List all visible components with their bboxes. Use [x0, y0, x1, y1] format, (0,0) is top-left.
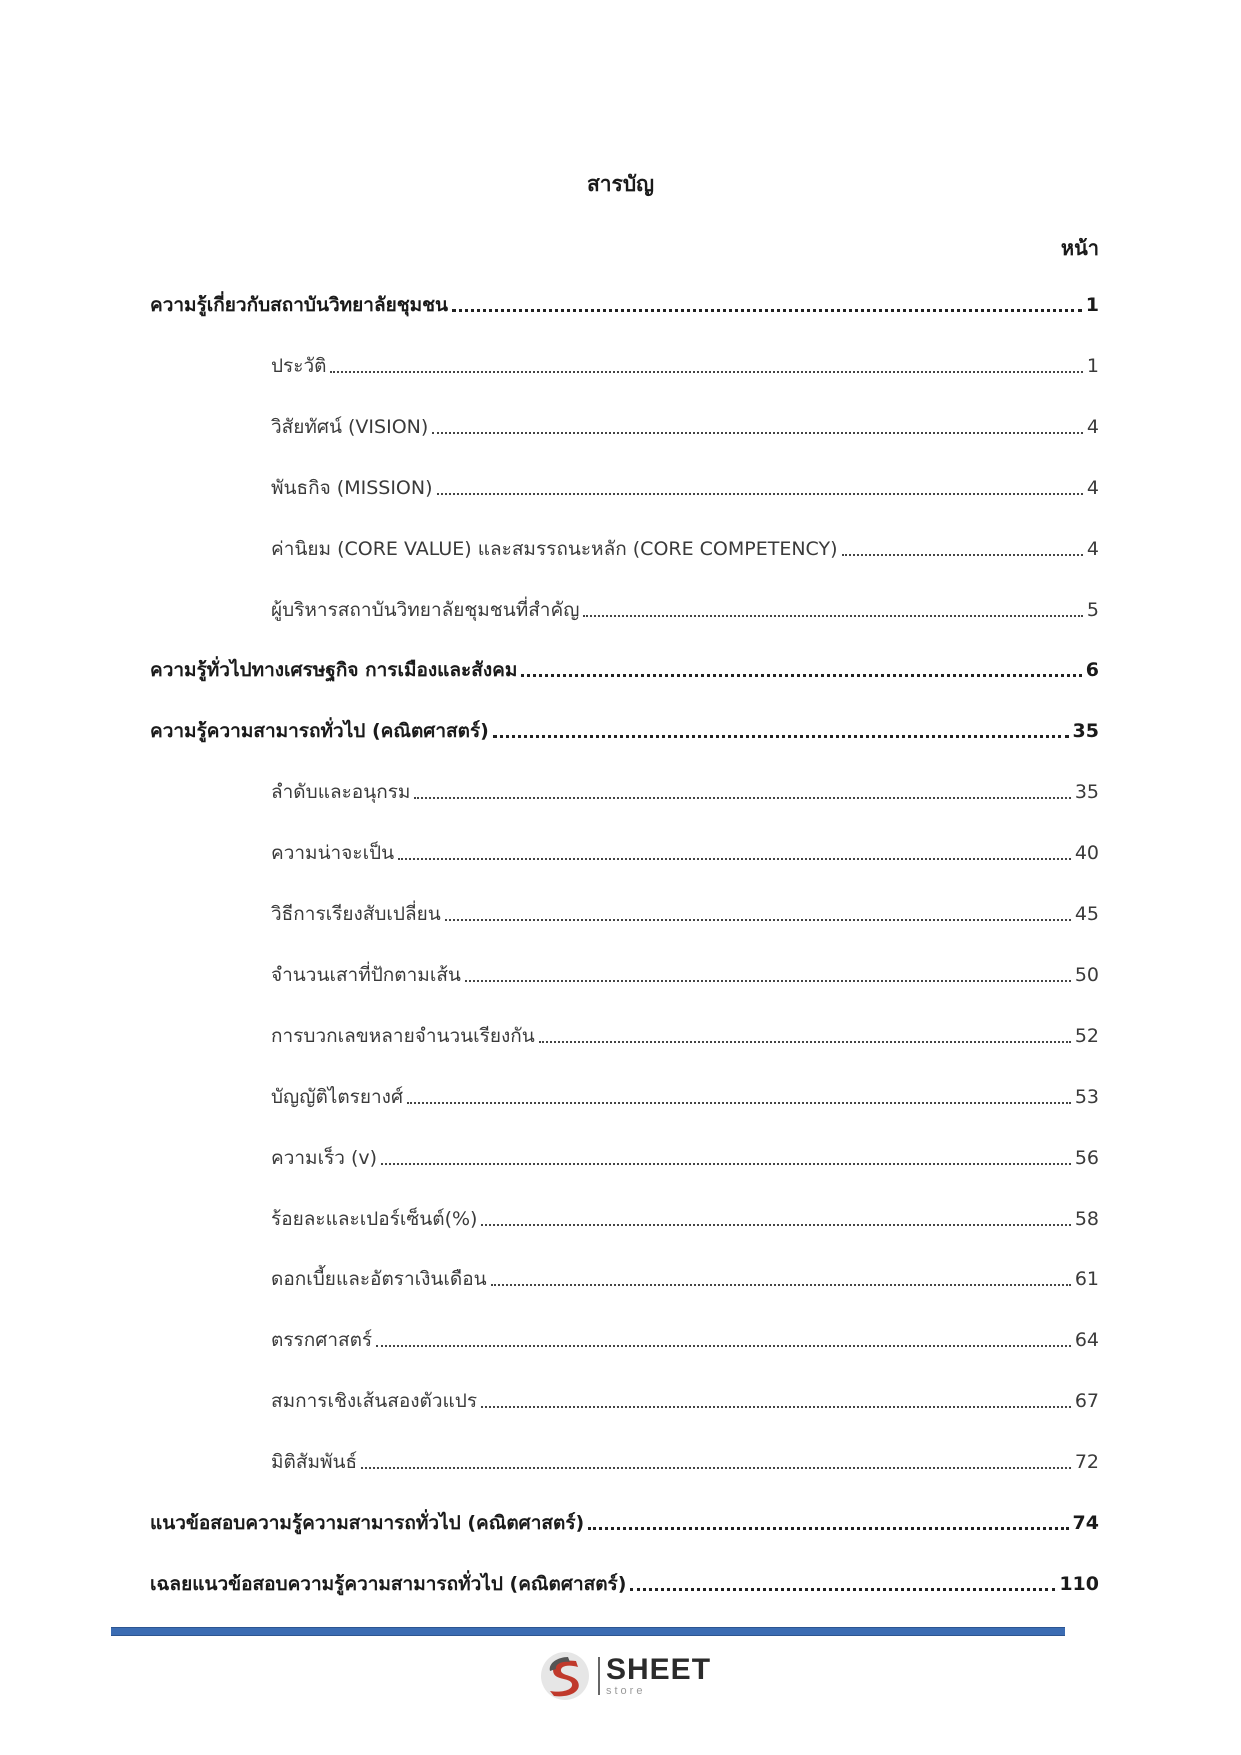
- toc-subsection-row[interactable]: [271, 775, 1099, 805]
- toc-dot-leader: [481, 1224, 1070, 1226]
- toc-entry-label: เฉลยแนวข้อสอบความรู้ความสามารถทั่วไป (คณิตศาสตร์): [150, 1572, 627, 1595]
- toc-entry-page-number: 6: [1085, 659, 1099, 682]
- toc-dot-leader: [330, 371, 1082, 373]
- toc-section-row[interactable]: [150, 1506, 1099, 1536]
- toc-dot-leader: [437, 493, 1083, 495]
- toc-entry-label: ค่านิยม (CORE VALUE) และสมรรถนะหลัก (CORE COMPETENCY): [271, 537, 838, 560]
- toc-entry-label: ตรรกศาสตร์: [271, 1329, 373, 1352]
- toc-dot-leader: [842, 554, 1083, 556]
- toc-entry-page-number: 4: [1086, 476, 1099, 499]
- toc-entry-label: ร้อยละและเปอร์เซ็นต์(%): [271, 1207, 478, 1230]
- toc-dot-leader: [493, 735, 1069, 738]
- toc-subsection-row[interactable]: [271, 410, 1099, 440]
- toc-title: สารบัญ: [586, 172, 655, 196]
- toc-dot-leader: [491, 1284, 1071, 1286]
- toc-subsection-row[interactable]: [271, 1141, 1099, 1171]
- toc-subsection-row[interactable]: [271, 1019, 1099, 1049]
- toc-dot-leader: [481, 1406, 1071, 1408]
- toc-subsection-row[interactable]: [271, 593, 1099, 623]
- toc-dot-leader: [465, 980, 1071, 982]
- toc-entry-label: วิธีการเรียงสับเปลี่ยน: [271, 903, 441, 925]
- toc-dot-leader: [521, 674, 1081, 677]
- toc-entry-page-number: 56: [1074, 1146, 1099, 1169]
- footer-divider: [111, 1627, 1065, 1636]
- toc-entry-page-number: 110: [1059, 1572, 1099, 1595]
- toc-dot-leader: [432, 432, 1083, 434]
- toc-entry-page-number: 1: [1086, 354, 1099, 377]
- toc-entry-page-number: 64: [1074, 1329, 1099, 1352]
- page-column-label: หน้า: [1060, 236, 1099, 260]
- toc-subsection-row[interactable]: [271, 1202, 1099, 1232]
- toc-subsection-row[interactable]: [271, 897, 1099, 927]
- toc-entry-label: ความรู้เกี่ยวกับสถาบันวิทยาลัยชุมชน: [150, 294, 449, 316]
- toc-subsection-row[interactable]: [271, 471, 1099, 501]
- toc-dot-leader: [398, 858, 1071, 860]
- toc-entry-page-number: 4: [1086, 415, 1099, 438]
- toc-entry-page-number: 50: [1074, 963, 1099, 986]
- toc-section-row[interactable]: [150, 714, 1099, 744]
- toc-entry-label: ประวัติ: [271, 354, 327, 377]
- toc-entry-label: การบวกเลขหลายจำนวนเรียงกัน: [271, 1024, 535, 1047]
- toc-subsection-row[interactable]: [271, 1262, 1099, 1292]
- toc-entry-page-number: 52: [1074, 1024, 1099, 1047]
- sheet-store-logo: [538, 1648, 711, 1704]
- toc-subsection-row[interactable]: [271, 349, 1099, 379]
- toc-dot-leader: [381, 1163, 1071, 1165]
- toc-dot-leader: [630, 1588, 1055, 1591]
- toc-entry-page-number: 53: [1074, 1085, 1099, 1108]
- toc-entry-page-number: 35: [1072, 720, 1099, 743]
- toc-entry-label: ความน่าจะเป็น: [271, 842, 395, 865]
- toc-dot-leader: [588, 1527, 1068, 1530]
- toc-section-row[interactable]: [150, 1567, 1099, 1597]
- toc-entry-label: ความรู้ความสามารถทั่วไป (คณิตศาสตร์): [150, 720, 489, 743]
- logo-subtitle: store: [606, 1685, 646, 1697]
- toc-dot-leader: [445, 919, 1071, 921]
- toc-entry-page-number: 61: [1074, 1268, 1099, 1291]
- toc-entry-label: วิสัยทัศน์ (VISION): [271, 415, 429, 438]
- toc-entry-page-number: 72: [1074, 1451, 1099, 1474]
- toc-subsection-row[interactable]: [271, 836, 1099, 866]
- toc-entry-page-number: 1: [1085, 294, 1099, 316]
- toc-entry-page-number: 40: [1074, 842, 1099, 865]
- toc-entry-page-number: 58: [1074, 1207, 1099, 1230]
- toc-entry-page-number: 4: [1086, 537, 1099, 560]
- toc-entry-page-number: 74: [1072, 1512, 1099, 1534]
- toc-subsection-row[interactable]: [271, 1080, 1099, 1110]
- toc-section-row[interactable]: [150, 288, 1099, 318]
- toc-entry-page-number: 67: [1074, 1390, 1099, 1413]
- toc-subsection-row[interactable]: [271, 1445, 1099, 1475]
- toc-entry-label: บัญญัติไตรยางศ์: [271, 1085, 404, 1108]
- toc-entry-label: ความเร็ว (v): [271, 1146, 378, 1169]
- toc-entry-label: มิติสัมพันธ์: [271, 1451, 358, 1474]
- toc-dot-leader: [414, 797, 1070, 799]
- toc-entry-page-number: 35: [1074, 781, 1099, 804]
- sheet-store-s-icon: [538, 1649, 592, 1703]
- toc-section-row[interactable]: [150, 653, 1099, 683]
- logo-separator: [598, 1657, 600, 1695]
- toc-entry-label: แนวข้อสอบความรู้ความสามารถทั่วไป (คณิตศาสตร์): [150, 1512, 585, 1534]
- toc-entry-label: ลำดับและอนุกรม: [271, 781, 411, 804]
- toc-dot-leader: [376, 1345, 1071, 1347]
- toc-dot-leader: [407, 1102, 1071, 1104]
- toc-subsection-row[interactable]: [271, 532, 1099, 562]
- toc-entry-label: ผู้บริหารสถาบันวิทยาลัยชุมชนที่สำคัญ: [271, 598, 580, 621]
- toc-dot-leader: [583, 615, 1083, 617]
- logo-wordmark: SHEET: [606, 1653, 712, 1686]
- toc-subsection-row[interactable]: [271, 958, 1099, 988]
- toc-entry-page-number: 45: [1074, 903, 1099, 925]
- toc-subsection-row[interactable]: [271, 1384, 1099, 1414]
- toc-dot-leader: [361, 1467, 1071, 1469]
- toc-dot-leader: [539, 1041, 1071, 1043]
- toc-dot-leader: [452, 309, 1082, 312]
- toc-entry-page-number: 5: [1086, 598, 1099, 621]
- toc-entry-label: จำนวนเสาที่ปักตามเส้น: [271, 963, 461, 986]
- toc-subsection-row[interactable]: [271, 1323, 1099, 1353]
- toc-entry-label: ดอกเบี้ยและอัตราเงินเดือน: [271, 1268, 487, 1291]
- toc-entry-label: ความรู้ทั่วไปทางเศรษฐกิจ การเมืองและสังคม: [150, 659, 518, 682]
- toc-entry-label: สมการเชิงเส้นสองตัวแปร: [271, 1390, 478, 1413]
- toc-entry-label: พันธกิจ (MISSION): [271, 476, 433, 499]
